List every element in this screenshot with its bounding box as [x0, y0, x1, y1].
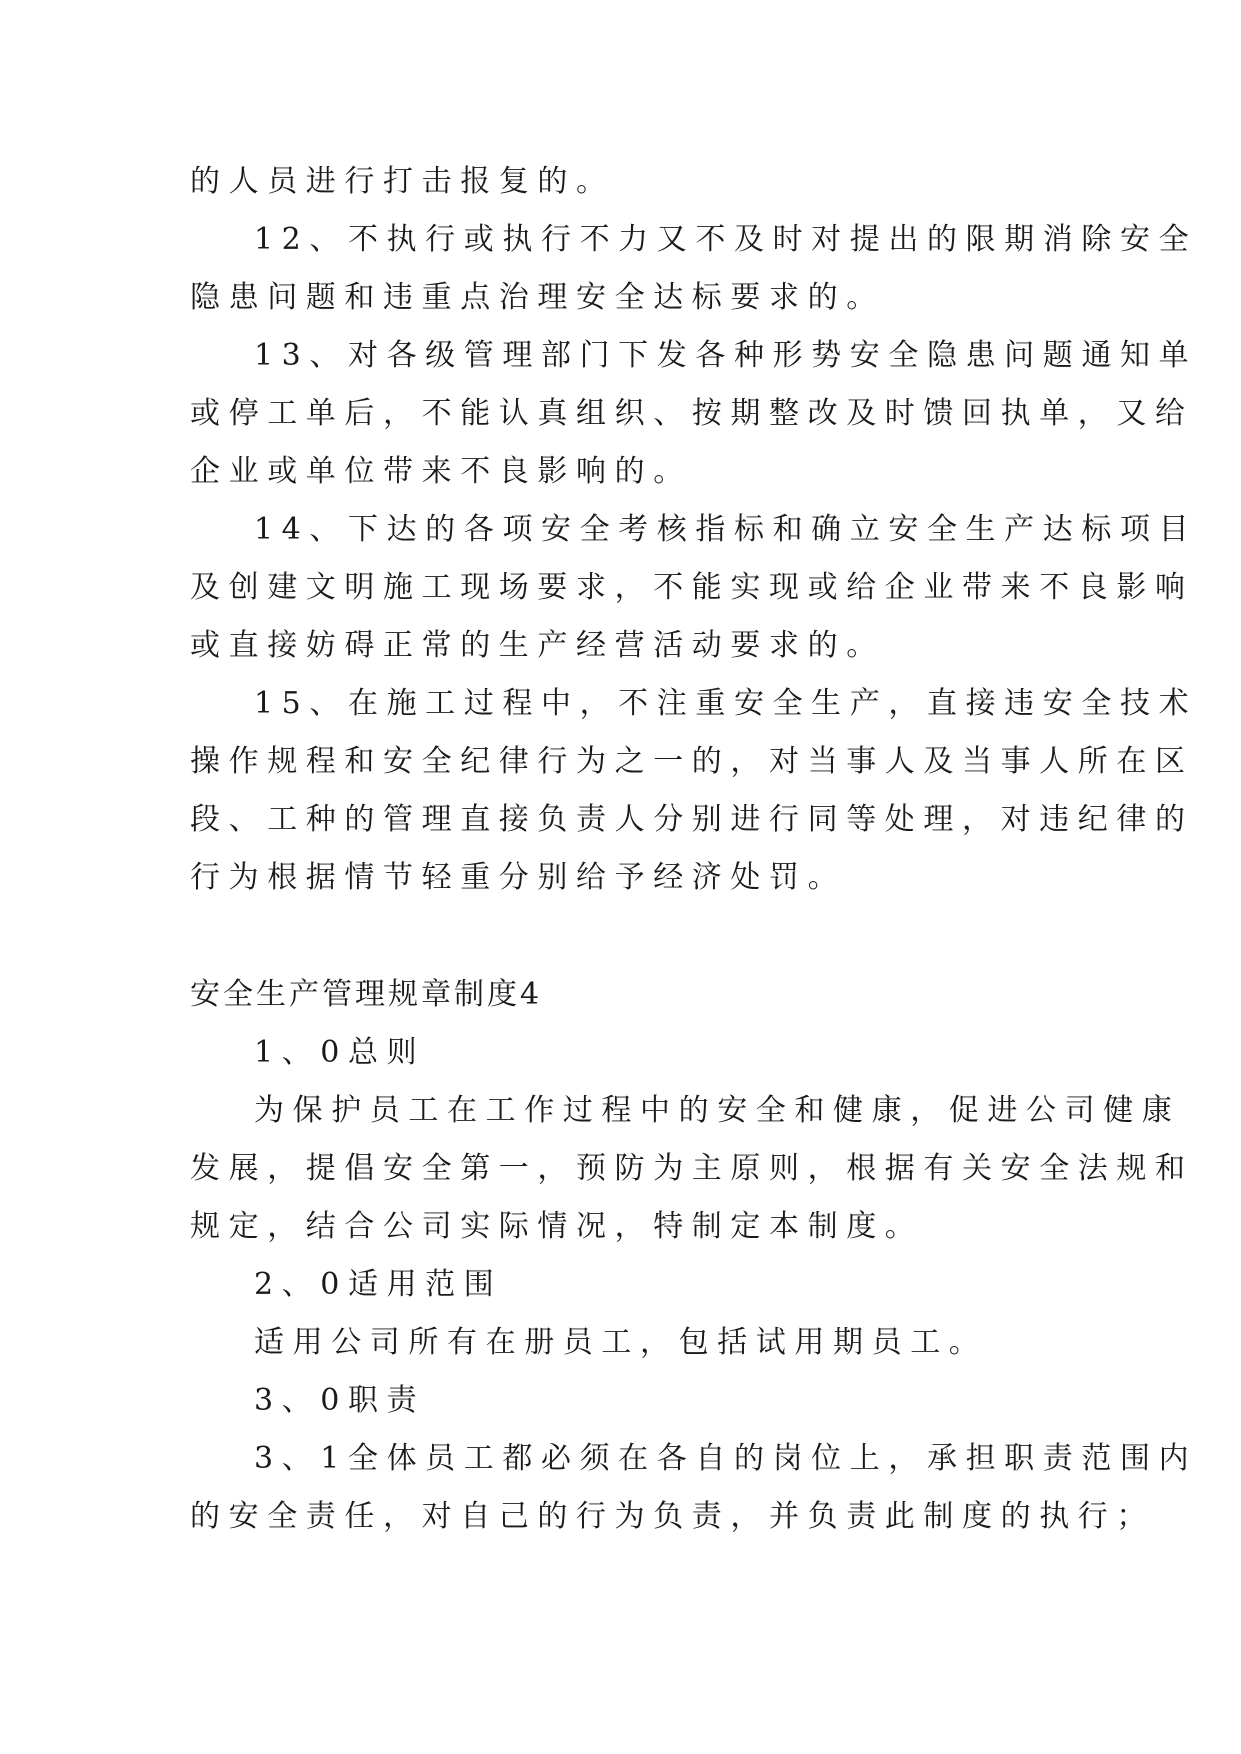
text-line: 或停工单后，不能认真组织、按期整改及时馈回执单，又给: [190, 396, 1194, 431]
text-line: 发展，提倡安全第一，预防为主原则，根据有关安全法规和: [190, 1151, 1194, 1186]
text-line: 的安全责任，对自己的行为负责，并负责此制度的执行；: [190, 1499, 1155, 1534]
section-heading-duties: 3、0职责: [254, 1383, 426, 1418]
text-line-item-15: 15、在施工过程中，不注重安全生产，直接违安全技术: [254, 686, 1198, 721]
text-line: 段、工种的管理直接负责人分别进行同等处理，对违纪律的: [190, 802, 1194, 837]
text-line-item-3-1: 3、1全体员工都必须在各自的岗位上，承担职责范围内: [254, 1441, 1198, 1476]
section-heading-general: 1、0总则: [254, 1035, 426, 1070]
text-line: 或直接妨碍正常的生产经营活动要求的。: [190, 628, 885, 663]
text-line: 企业或单位带来不良影响的。: [190, 454, 692, 489]
text-line-item-14: 14、下达的各项安全考核指标和确立安全生产达标项目: [254, 512, 1198, 547]
text-line: 的人员进行打击报复的。: [190, 164, 615, 199]
text-line: 及创建文明施工现场要求，不能实现或给企业带来不良影响: [190, 570, 1194, 605]
text-line: 为保护员工在工作过程中的安全和健康，促进公司健康: [254, 1093, 1181, 1128]
text-line: 规定，结合公司实际情况，特制定本制度。: [190, 1209, 924, 1244]
section-title: 安全生产管理规章制度4: [190, 977, 543, 1012]
text-line: 行为根据情节轻重分别给予经济处罚。: [190, 860, 847, 895]
text-line: 隐患问题和违重点治理安全达标要求的。: [190, 280, 885, 315]
text-line-item-13: 13、对各级管理部门下发各种形势安全隐患问题通知单: [254, 338, 1198, 373]
text-line: 操作规程和安全纪律行为之一的，对当事人及当事人所在区: [190, 744, 1194, 779]
text-line-item-12: 12、不执行或执行不力又不及时对提出的限期消除安全: [254, 222, 1198, 257]
section-heading-scope: 2、0适用范围: [254, 1267, 503, 1302]
text-line: 适用公司所有在册员工，包括试用期员工。: [254, 1325, 988, 1360]
